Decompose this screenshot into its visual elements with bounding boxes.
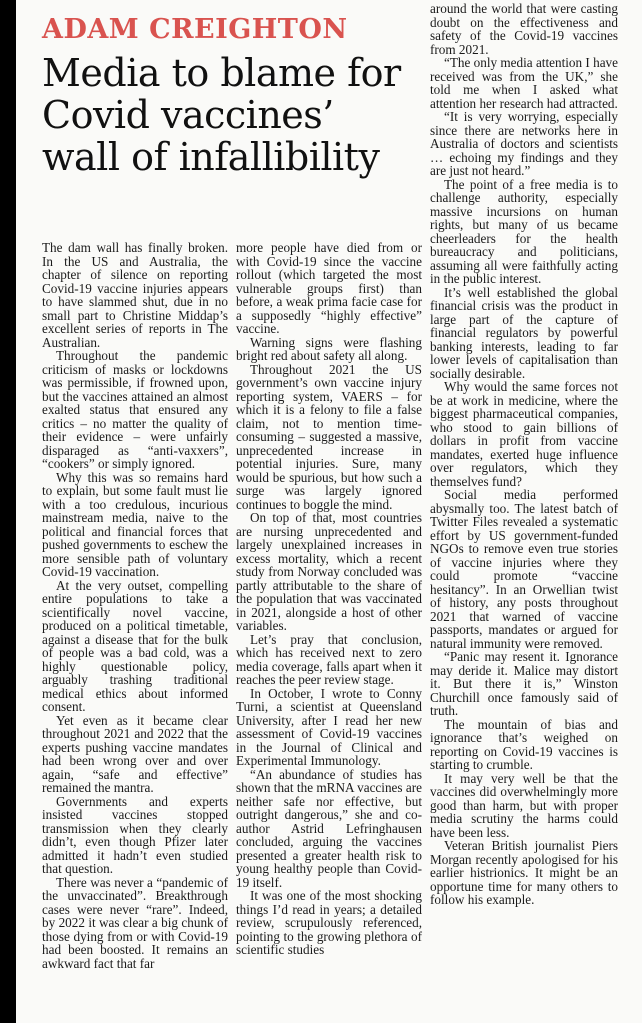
author-byline: ADAM CREIGHTON bbox=[42, 14, 348, 45]
paragraph: Warning signs were flashing bright red about safety all along. bbox=[236, 334, 422, 363]
left-edge-bar bbox=[0, 0, 16, 1023]
paragraph: In October, I wrote to Conny Turni, a scientist at Queensland University, after I read her new assessment of Covid-19 vaccines in the Journal of Clinical and Experimental Immunology. bbox=[236, 685, 422, 768]
paragraph: Governments and experts insisted vaccines stopped transmission when they clearly didn’t, even though Pfizer later admitted it hadn’t even studied that question. bbox=[42, 793, 228, 876]
paragraph: Why would the same forces not be at work in medicine, where the biggest pharmaceutical companies, who stood to gain billions of dollars in profit from vaccine mandates, exerted huge influence over regulators, which they themselves fund? bbox=[430, 379, 618, 489]
paragraph: Social media performed abysmally too. The latest batch of Twitter Files revealed a systematic effort by US government-funded NGOs to remove even true stories of vaccine injuries where they could promote “vaccine hesitancy”. In an Orwellian twist of history, any posts throughout 2021 that warned of vaccine passports, mandates or argued for natural immunity were removed. bbox=[430, 487, 618, 651]
paragraph: The dam wall has finally broken. In the US and Australia, the chapter of silence on reporting Covid-19 vaccine injuries appears to have slammed shut, due in no small part to Christine Middap’s excellent series of reports in The Australian. bbox=[42, 240, 228, 350]
article-column-3 bbox=[430, 2, 618, 907]
paragraph: “Panic may resent it. Ignorance may deride it. Malice may distort it. But there it is,” Winston Churchill once famously said of truth. bbox=[430, 649, 618, 718]
paragraph: Let’s pray that conclusion, which has received next to zero media coverage, falls apart when it reaches the peer review stage. bbox=[236, 631, 422, 687]
paragraph: Yet even as it became clear throughout 2021 and 2022 that the experts pushing vaccine mandates had been wrong over and over again, “safe and effective” remained the mantra. bbox=[42, 712, 228, 795]
paragraph: It’s well established the global financial crisis was the product in large part of the capture of financial regulators by powerful banking interests, leading to far lower levels of capitalisation than socially desirable. bbox=[430, 284, 618, 381]
article-column-2 bbox=[236, 241, 422, 957]
paragraph: more people have died from or with Covid-19 since the vaccine rollout (which targeted the most vulnerable groups first) than before, a weak prima facie case for a supposedly “highly effective” vaccine. bbox=[236, 240, 422, 336]
paragraph: “It is very worrying, especially since there are networks here in Australia of doctors and scientists … echoing my findings and they are just not heard.” bbox=[430, 109, 618, 178]
paragraph: Why this was so remains hard to explain, but some fault must lie with a too credulous, incurious mainstream media, naive to the political and financial forces that pushed governments to eschew the more sensible path of voluntary Covid-19 vaccination. bbox=[42, 469, 228, 579]
paragraph: On top of that, most countries are nursing unprecedented and largely unexplained increases in excess mortality, which a recent study from Norway concluded was partly attributable to the share of the population that was vaccinated in 2021, alongside a host of other variables. bbox=[236, 510, 422, 633]
headline: Media to blame for Covid vaccines’ wall of infallibility bbox=[42, 51, 401, 179]
paragraph: The point of a free media is to challenge authority, especially massive incursions on human rights, but many of us became cheerleaders for the health bureaucracy and politicians, assuming all were faithfully acting in the public interest. bbox=[430, 176, 618, 286]
paragraph: around the world that were casting doubt on the effectiveness and safety of the Covid-19 vaccines from 2021. bbox=[430, 1, 618, 57]
paragraph: Throughout the pandemic criticism of masks or lockdowns was permissible, if frowned upon, but the vaccines attained an almost exalted status that ensured any critics – no matter the quality of their evidence – were unfairly disparaged as “anti-vaxxers”, “cookers” or simply ignored. bbox=[42, 348, 228, 471]
paragraph: At the very outset, compelling entire populations to take a scientifically novel vaccine, produced on a political timetable, against a disease that for the bulk of people was a bad cold, was a highly questionable policy, arguably trashing traditional medical ethics about informed consent. bbox=[42, 577, 228, 714]
paragraph: “An abundance of studies has shown that the mRNA vaccines are neither safe nor effective, but outright dangerous,” she and co-author Astrid Lefringhausen concluded, arguing the vaccines presented a greater health risk to young healthy people than Covid-19 itself. bbox=[236, 766, 422, 890]
paragraph: It was one of the most shocking things I’d read in years; a detailed review, scrupulously referenced, pointing to the growing plethora of scientific studies bbox=[236, 888, 422, 957]
paragraph: Veteran British journalist Piers Morgan recently apologised for his earlier histrionics. It might be an opportune time for many others to follow his example. bbox=[430, 838, 618, 907]
paragraph: Throughout 2021 the US government’s own vaccine injury reporting system, VAERS – for which it is a felony to file a false claim, not to mention time-consuming – suggested a massive, unprecedented increase in potential injuries. Sure, many would be spurious, but how such a surge was largely ignored continues to boggle the mind. bbox=[236, 361, 422, 512]
paragraph: “The only media attention I have received was from the UK,” she told me when I asked what attention her research had attracted. bbox=[430, 55, 618, 111]
paragraph: It may very well be that the vaccines did overwhelmingly more good than harm, but with proper media scrutiny the harms could have been less. bbox=[430, 770, 618, 840]
paragraph: The mountain of bias and ignorance that’s weighed on reporting on Covid-19 vaccines is starting to crumble. bbox=[430, 716, 618, 772]
paragraph: There was never a “pandemic of the unvaccinated”. Breakthrough cases were never “rare”. Indeed, by 2022 it was clear a big chunk of those dying from or with Covid-19 had been boosted. It remains an awkward fact that far bbox=[42, 874, 228, 971]
article-column-1 bbox=[42, 241, 228, 970]
